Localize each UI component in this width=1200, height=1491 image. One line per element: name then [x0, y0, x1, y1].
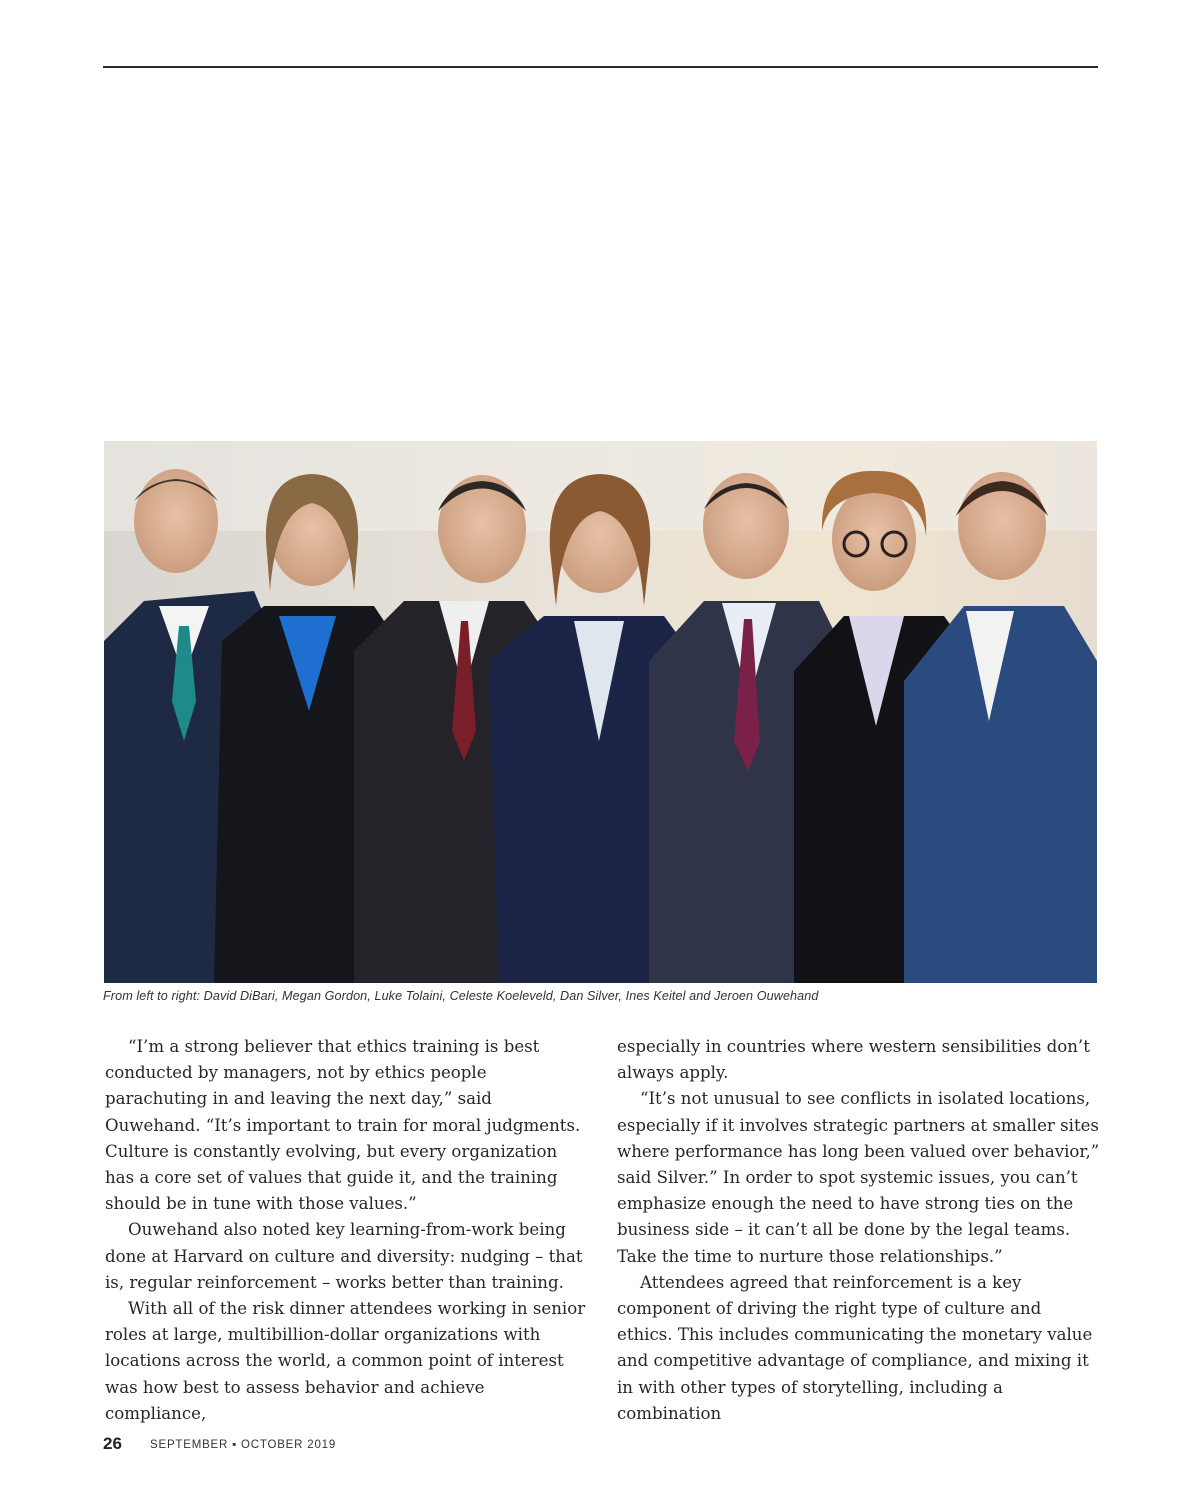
- page-number: 26: [103, 1434, 122, 1453]
- top-rule: [103, 66, 1098, 68]
- issue-date: SEPTEMBER ▪ OCTOBER 2019: [150, 1439, 337, 1451]
- paragraph: Ouwehand also noted key learning-from-work being done at Harvard on culture and diversity: nudging – that is, regular reinforcement – works better than training.: [105, 1220, 583, 1292]
- group-photo-illustration: [104, 441, 1097, 983]
- article-column-right: [617, 1034, 1101, 1427]
- paragraph: Attendees agreed that reinforcement is a key component of driving the right type of culture and ethics. This includes communicating the monetary value and competitive advantage of compliance, and mixing it in with other types of storytelling, including a combination: [617, 1272, 1093, 1423]
- paragraph: “I’m a strong believer that ethics training is best conducted by managers, not by ethics people parachuting in and leaving the next day,” said Ouwehand. “It’s important to train for moral judgments. Culture is constantly evolving, but every organization has a core set of values that guide it, and the training should be in tune with those values.”: [105, 1037, 581, 1214]
- photo-caption: From left to right: David DiBari, Megan Gordon, Luke Tolaini, Celeste Koeleveld, Dan Silver, Ines Keitel and Jeroen Ouwehand: [103, 989, 819, 1003]
- group-photo: [104, 441, 1097, 983]
- paragraph: With all of the risk dinner attendees working in senior roles at large, multibillion-dollar organizations with locations across the world, a common point of interest was how best to assess behavior and achieve compliance,: [105, 1299, 586, 1423]
- paragraph: especially in countries where western sensibilities don’t always apply.: [617, 1037, 1090, 1083]
- paragraph: “It’s not unusual to see conflicts in isolated locations, especially if it involves strategic partners at smaller sites where performance has long been valued over behavior,” said Silver.” In order to spot systemic issues, you can’t emphasize enough the need to have strong ties on the business side – it can’t all be done by the legal teams. Take the time to nurture those relationships.”: [617, 1089, 1100, 1266]
- article-column-left: [105, 1034, 587, 1427]
